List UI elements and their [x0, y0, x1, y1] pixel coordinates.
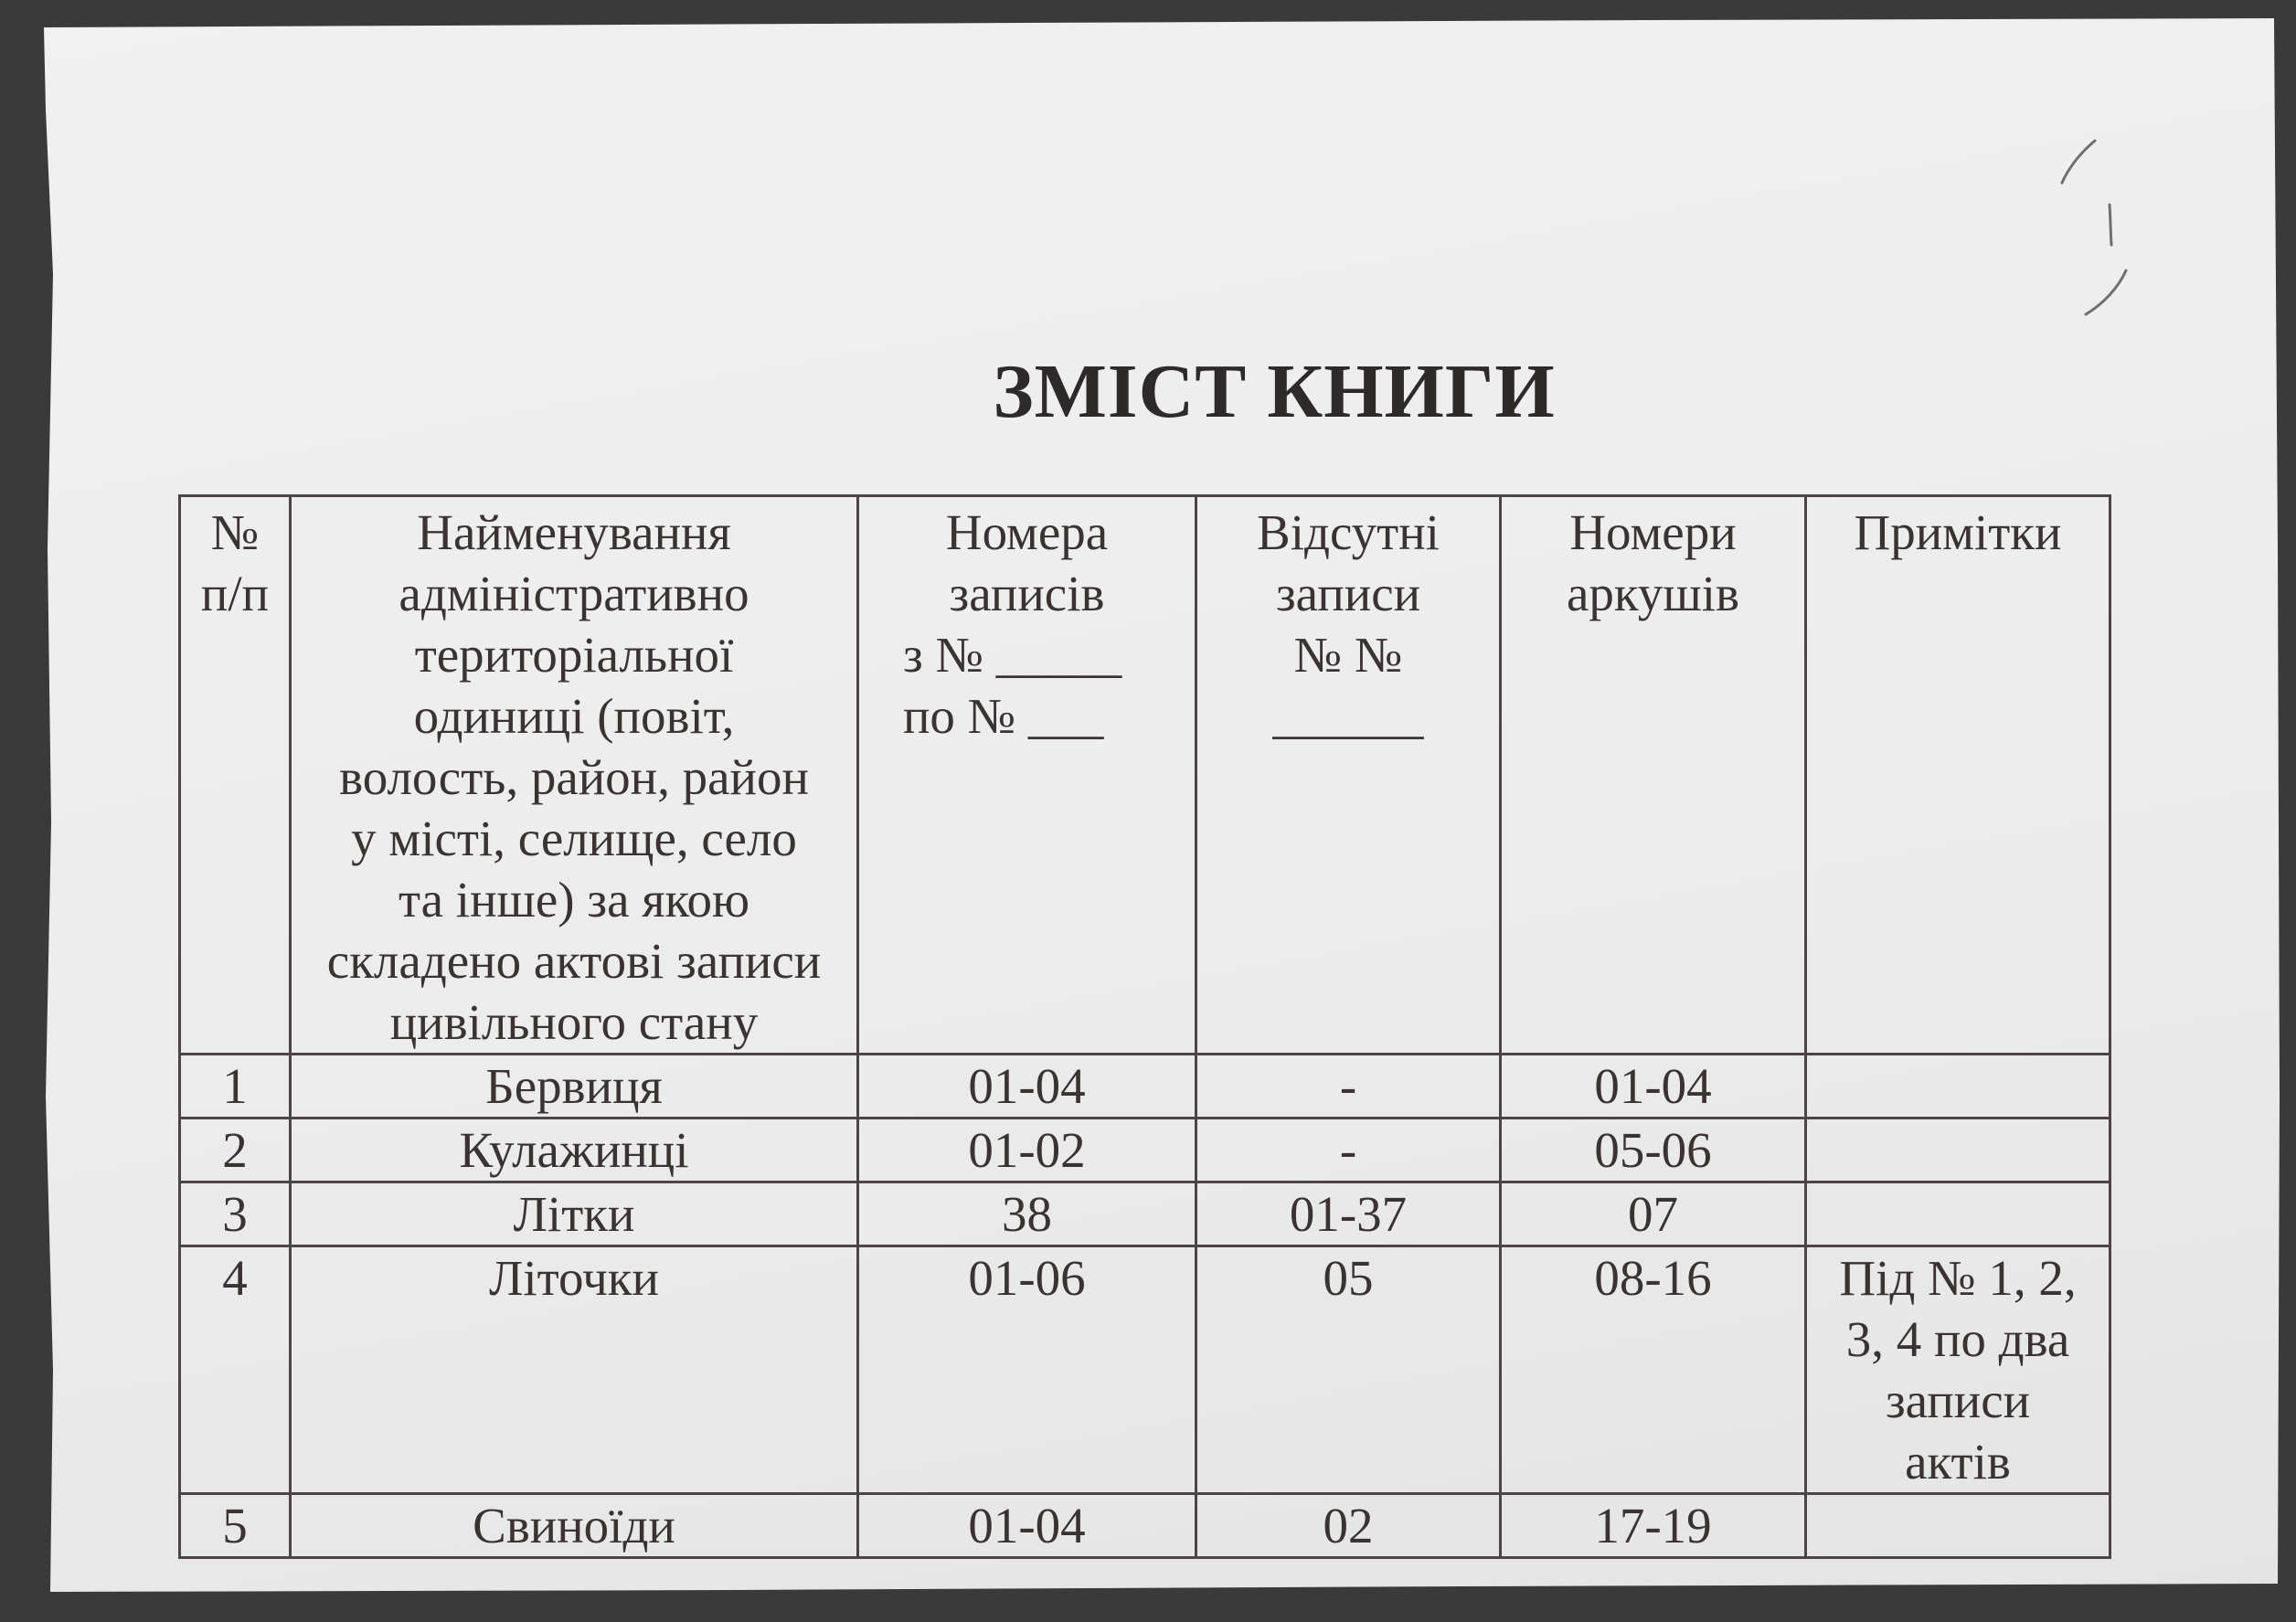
contents-table: [178, 494, 2111, 1559]
record-numbers: 38: [858, 1182, 1196, 1246]
notes: [1806, 1118, 2110, 1182]
table-row: [180, 1118, 2110, 1182]
header-line: та інше) за якою: [398, 872, 750, 928]
header-line: одиниці (повіт,: [413, 688, 735, 744]
header-line: №: [210, 504, 260, 560]
record-numbers: 01-06: [858, 1246, 1196, 1494]
header-unit-name: [291, 496, 858, 1055]
header-line: волость, район, район: [339, 749, 809, 805]
header-line: Відсутні: [1257, 504, 1440, 560]
sheet-numbers: 01-04: [1501, 1055, 1806, 1118]
header-line: записів: [949, 566, 1105, 621]
header-line: цивільного стану: [389, 994, 759, 1050]
unit-name: Літочки: [291, 1246, 858, 1494]
header-line: Номера: [945, 504, 1109, 560]
header-line: аркушів: [1567, 566, 1739, 621]
sheet-numbers: 05-06: [1501, 1118, 1806, 1182]
record-numbers: 01-04: [858, 1055, 1196, 1118]
header-line: ______: [1272, 688, 1424, 744]
header-line: Номери: [1569, 504, 1737, 560]
notes: [1806, 1246, 2110, 1494]
handwritten-page-mark: [2038, 119, 2157, 338]
record-numbers: 01-04: [858, 1494, 1196, 1558]
sheet-numbers: 07: [1501, 1182, 1806, 1246]
table-row: [180, 1182, 2110, 1246]
sheet-numbers: 17-19: [1501, 1494, 1806, 1558]
table-row: [180, 1055, 2110, 1118]
header-notes: [1806, 496, 2110, 1055]
document-title: ЗМІСТ КНИГИ: [993, 349, 1556, 434]
header-line: п/п: [200, 566, 270, 621]
unit-name: Бервиця: [291, 1055, 858, 1118]
header-line: територіальної: [414, 627, 734, 683]
missing-records: 01-37: [1196, 1182, 1501, 1246]
header-line: записи: [1275, 566, 1421, 621]
header-line: з № _____: [903, 627, 1122, 683]
record-numbers: 01-02: [858, 1118, 1196, 1182]
unit-name: Кулажинці: [291, 1118, 858, 1182]
unit-name: Літки: [291, 1182, 858, 1246]
header-record-numbers: [858, 496, 1196, 1055]
missing-records: 02: [1196, 1494, 1501, 1558]
note-line: 3, 4 по два: [1845, 1311, 2070, 1367]
header-number: [180, 496, 291, 1055]
header-line: складено актові записи: [326, 933, 822, 989]
missing-records: -: [1196, 1055, 1501, 1118]
header-sheet-numbers: [1501, 496, 1806, 1055]
row-number: 4: [180, 1246, 291, 1494]
header-line: Примітки: [1854, 504, 2062, 560]
header-row: [180, 496, 2110, 1055]
row-number: 1: [180, 1055, 291, 1118]
header-line: у місті, селище, село: [351, 811, 797, 866]
row-number: 2: [180, 1118, 291, 1182]
sheet-numbers: 08-16: [1501, 1246, 1806, 1494]
header-missing-records: [1196, 496, 1501, 1055]
note-line: актів: [1905, 1434, 2011, 1489]
header-line: № №: [1293, 627, 1403, 683]
table-row: [180, 1494, 2110, 1558]
note-line: Під № 1, 2,: [1839, 1250, 2077, 1306]
header-line: по № ___: [903, 688, 1104, 744]
unit-name: Свиноїди: [291, 1494, 858, 1558]
table-row: [180, 1246, 2110, 1494]
missing-records: 05: [1196, 1246, 1501, 1494]
notes: [1806, 1494, 2110, 1558]
notes: [1806, 1055, 2110, 1118]
row-number: 3: [180, 1182, 291, 1246]
header-line: Найменування: [417, 504, 731, 560]
note-line: записи: [1885, 1373, 2031, 1428]
missing-records: -: [1196, 1118, 1501, 1182]
row-number: 5: [180, 1494, 291, 1558]
header-line: адміністративно: [399, 566, 749, 621]
notes: [1806, 1182, 2110, 1246]
